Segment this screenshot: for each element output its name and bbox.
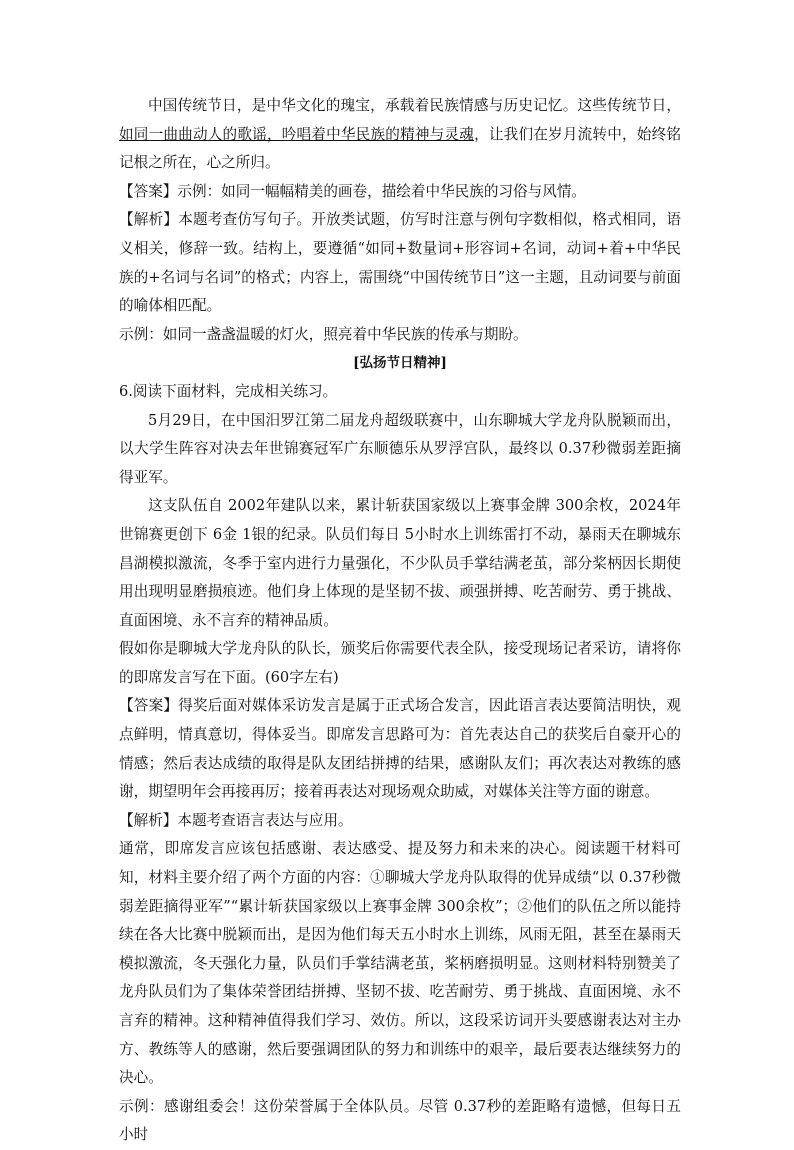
question-6-paragraph-1: 5月29日，在中国汨罗江第二届龙舟超级联赛中，山东聊城大学龙舟队脱颖而出，以大学生阵容对决去年世锦赛冠军广东顺德乐从罗浮宫队，最终以 0.37秒微弱差距摘得亚军。 <box>119 411 681 486</box>
answer-label: 【答案】 <box>119 182 178 200</box>
answer-1 <box>119 178 681 207</box>
analysis-2-example: 示例：感谢组委会！这份荣誉属于全体队员。尽管 0.37秒的差距略有遗憾，但每日五小时 <box>119 1097 681 1144</box>
answer-2 <box>119 692 681 806</box>
answer-label: 【答案】 <box>119 697 179 715</box>
intro-paragraph <box>119 92 681 178</box>
analysis-2-body: 通常，即席发言应该包括感谢、表达感受、提及努力和未来的决心。阅读题干材料可知，材料主要介绍了两个方面的内容：①聊城大学龙舟队取得的优异成绩“以 0.37秒微弱差距摘得亚军”“累计斩获国家级以上赛事金牌 300余枚”；②他们的队伍之所以能持续在各大比赛中脱颖而出，是因为他们每天五小时水上训练，风雨无阻，甚至在暴雨天模拟激流，冬天强化力量，队员们手掌结满老茧，桨柄磨损明显。这则材料特别赞美了龙舟队员们为了集体荣誉团结拼搏、坚韧不拔、吃苦耐劳、勇于挑战、直面困境、永不言弃的精神。这种精神值得我们学习、效仿。所以，这段采访词开头要感谢表达对主办方、教练等人的感谢，然后要强调团队的努力和训练中的艰辛，最后要表达继续努力的决心。 <box>119 840 681 1087</box>
analysis-1 <box>119 206 681 320</box>
intro-underlined-sentence: 如同一曲曲动人的歌谣，吟唱着中华民族的精神与灵魂 <box>119 125 475 143</box>
analysis-2 <box>119 807 681 836</box>
answer-text: 示例：如同一幅幅精美的画卷，描绘着中华民族的习俗与风情。 <box>177 182 587 200</box>
analysis-text: 本题考查语言表达与应用。 <box>177 811 353 829</box>
document-page <box>119 92 681 1150</box>
analysis-label: 【解析】 <box>119 811 178 829</box>
question-6-prompt: 假如你是聊城大学龙舟队的队长，颁奖后你需要代表全队，接受现场记者采访，请将你的即席发言写在下面。(60字左右) <box>119 640 681 686</box>
analysis-text: 本题考查仿写句子。开放类试题，仿写时注意与例句字数相似，格式相同，语义相关，修辞一致。结构上，要遵循“如同+数量词+形容词+名词，动词+着+中华民族的+名词与名词”的格式；内容上，需围绕“中国传统节日”这一主题，且动词要与前面的喻体相匹配。 <box>119 211 681 315</box>
answer-text: 得奖后面对媒体采访发言是属于正式场合发言，因此语言表达要简洁明快，观点鲜明，情真意切，得体妥当。即席发言思路可为：首先表达自己的获奖后自豪开心的情感；然后表达成绩的取得是队友团结拼搏的结果，感谢队友们；再次表达对教练的感谢，期望明年会再接再厉；接着再表达对现场观众助威，对媒体关注等方面的谢意。 <box>119 697 681 801</box>
intro-text-a: 中国传统节日，是中华文化的瑰宝，承载着民族情感与历史记忆。这些传统节日， <box>148 97 681 114</box>
question-6-title: 6.阅读下面材料，完成相关练习。 <box>119 382 338 400</box>
intro-text-c: ，让我们在岁月流转中，始终铭记根之所在，心之所归。 <box>119 125 681 172</box>
analysis-label: 【解析】 <box>119 211 179 229</box>
section-title: [弘扬节日精神] <box>353 355 447 372</box>
question-6-paragraph-2: 这支队伍自 2002年建队以来，累计斩获国家级以上赛事金牌 300余枚，2024年世锦赛更创下 6金 1银的纪录。队员们每日 5小时水上训练雷打不动，暴雨天在聊城东昌湖模拟激流，冬季于室内进行力量强化，不少队员手掌结满老茧，部分桨柄因长期使用出现明显磨损痕迹。他们身上体现的是坚韧不拔、顽强拼搏、吃苦耐劳、勇于挑战、直面困境、永不言弃的精神品质。 <box>119 497 681 629</box>
analysis-1-example: 示例：如同一盏盏温暖的灯火，照亮着中华民族的传承与期盼。 <box>119 325 528 343</box>
